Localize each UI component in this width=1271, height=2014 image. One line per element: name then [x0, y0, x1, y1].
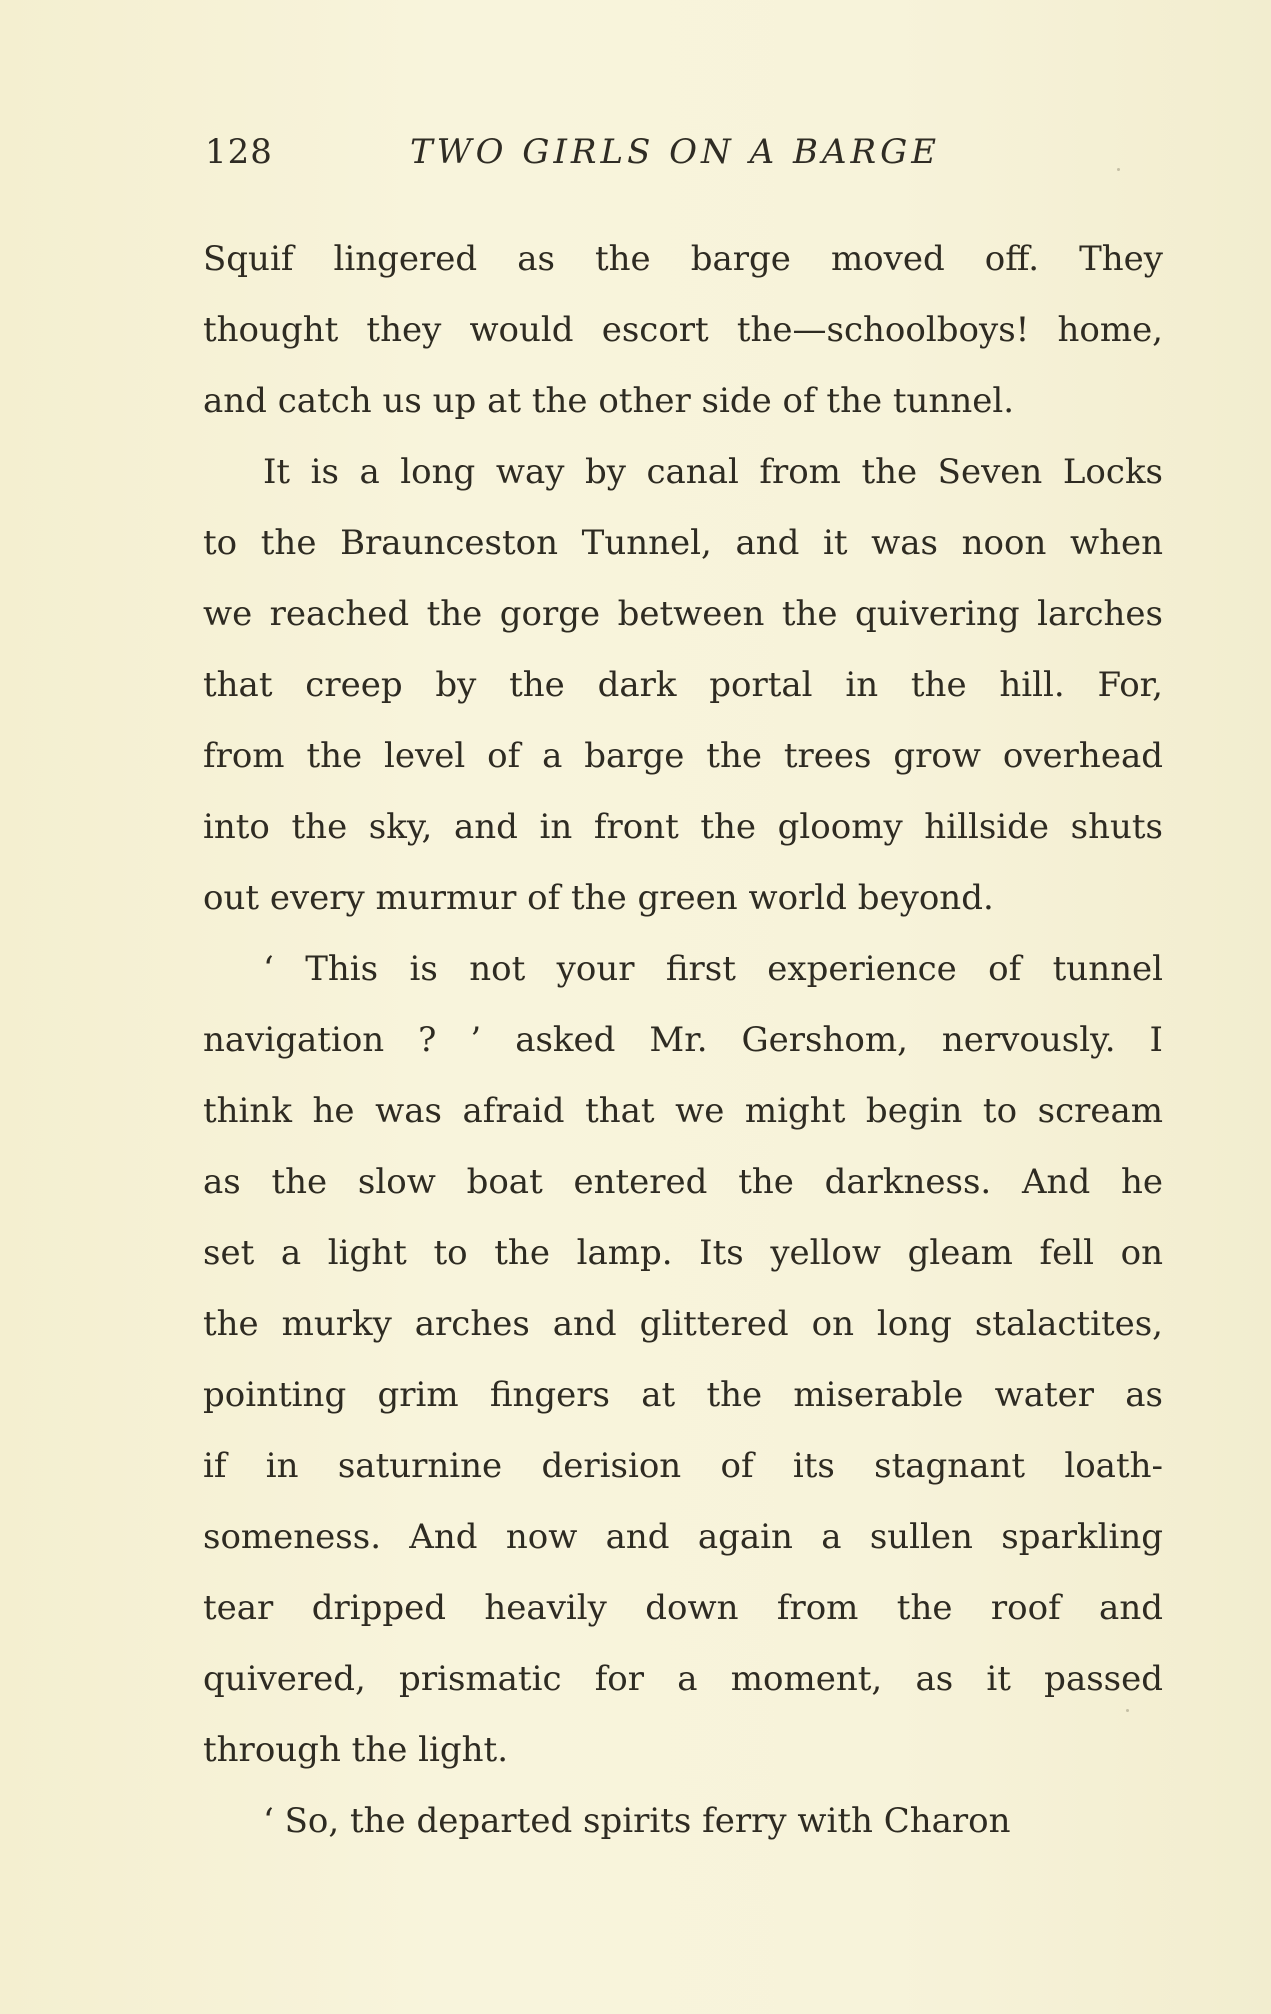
page-number: 128: [205, 132, 273, 172]
text-line: if in saturnine derision of its stagnant loath-: [203, 1446, 1163, 1486]
text-line: quivered, prismatic for a moment, as it passed: [203, 1659, 1163, 1699]
body-text: [203, 224, 1163, 1857]
text-line: thought they would escort the—schoolboys! home,: [203, 310, 1163, 350]
text-line: navigation ? ’ asked Mr. Gershom, nervously. I: [203, 1020, 1163, 1060]
text-line: that creep by the dark portal in the hill. For,: [203, 665, 1163, 705]
running-header: [205, 132, 1125, 192]
text-line: we reached the gorge between the quivering larches: [203, 594, 1163, 634]
text-line: Squif lingered as the barge moved off. They: [203, 239, 1163, 279]
text-line: ‘ So, the departed spirits ferry with Charon: [263, 1801, 1011, 1841]
text-line: out every murmur of the green world beyond.: [203, 878, 994, 918]
paper-speck: [1117, 168, 1120, 171]
text-line: pointing grim fingers at the miserable water as: [203, 1375, 1163, 1415]
text-line: the murky arches and glittered on long stalactites,: [203, 1304, 1163, 1344]
text-line: It is a long way by canal from the Seven Locks: [263, 452, 1163, 492]
text-line: from the level of a barge the trees grow overhead: [203, 736, 1163, 776]
text-line: into the sky, and in front the gloomy hillside shuts: [203, 807, 1163, 847]
text-line: set a light to the lamp. Its yellow gleam fell on: [203, 1233, 1163, 1273]
text-line: to the Braunceston Tunnel, and it was noon when: [203, 523, 1163, 563]
text-line: someness. And now and again a sullen sparkling: [203, 1517, 1163, 1557]
paper-speck: [1126, 1709, 1129, 1712]
text-line: ‘ This is not your first experience of tunnel: [263, 949, 1163, 989]
running-title: TWO GIRLS ON A BARGE: [410, 132, 941, 172]
text-line: through the light.: [203, 1730, 509, 1770]
text-line: and catch us up at the other side of the tunnel.: [203, 381, 1015, 421]
text-line: think he was afraid that we might begin to scream: [203, 1091, 1163, 1131]
text-line: tear dripped heavily down from the roof and: [203, 1588, 1163, 1628]
text-line: as the slow boat entered the darkness. And he: [203, 1162, 1163, 1202]
